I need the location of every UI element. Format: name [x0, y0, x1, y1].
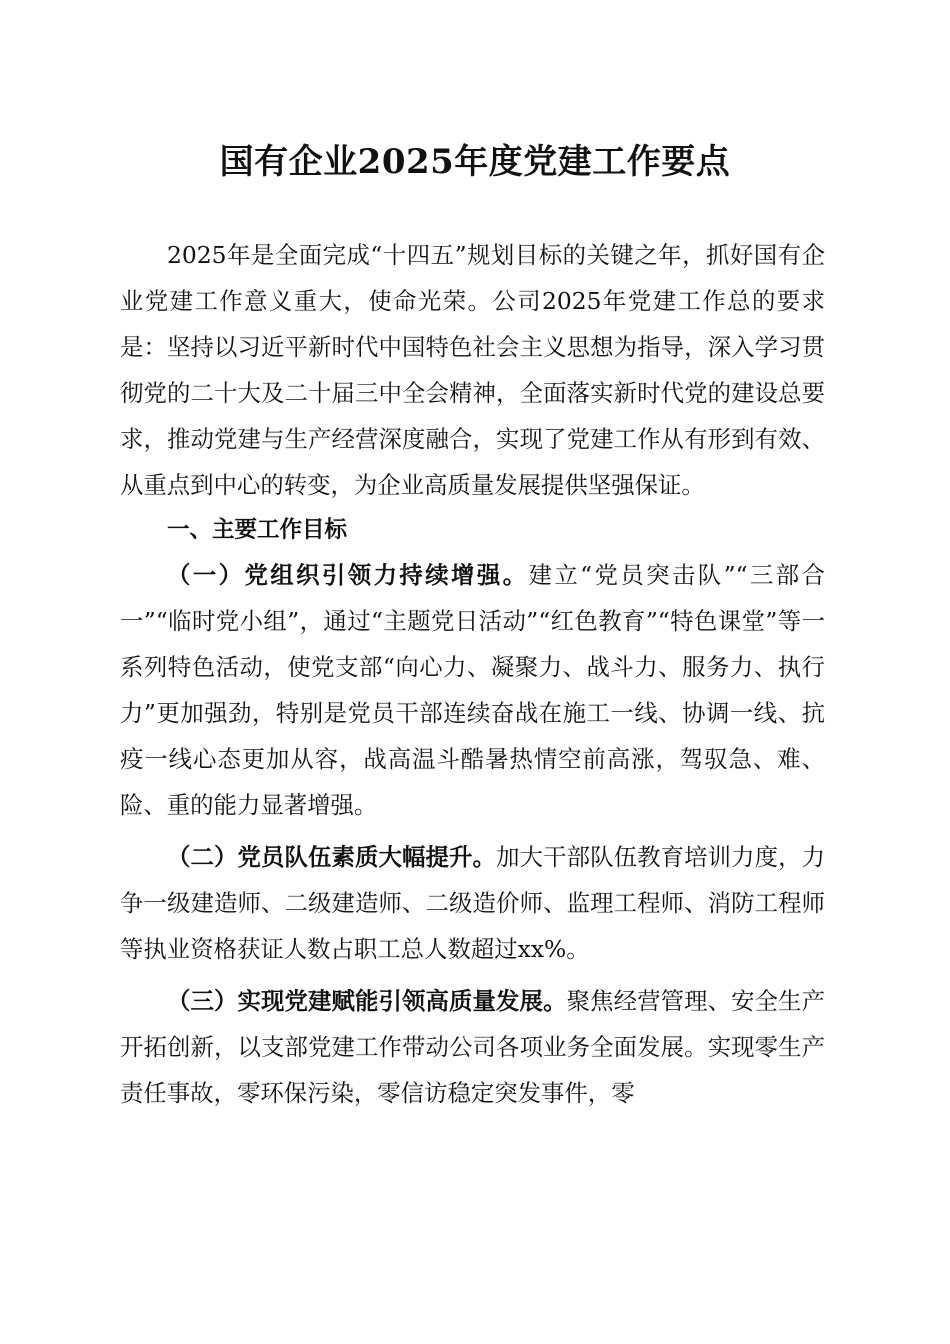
section-heading-main-goals: 一、主要工作目标 [167, 517, 348, 543]
goal-item-1-text: 建立“党员突击队”“三部合一”“临时党小组”，通过“主题党日活动”“红色教育”“特色课堂”等一系列特色活动，使党支部“向心力、凝聚力、战斗力、服务力、执行力”更加强劲，特别是党员干部连续奋战在施工一线、协调一线、抗疫一线心态更加从容，战高温斗酷暑热情空前高涨，驾驭急、难、险、重的能力显著增强。 [120, 561, 826, 819]
goal-item-2 [120, 834, 825, 972]
goal-item-1 [120, 552, 825, 828]
intro-paragraph: 2025年是全面完成“十四五”规划目标的关键之年，抓好国有企业党建工作意义重大，使命光荣。公司2025年党建工作总的要求是：坚持以习近平新时代中国特色社会主义思想为指导，深入学习贯彻党的二十大及二十届三中全会精神，全面落实新时代党的建设总要求，推动党建与生产经营深度融合，实现了党建工作从有形到有效、从重点到中心的转变，为企业高质量发展提供坚强保证。 [120, 241, 825, 499]
goal-item-3-text: 聚焦经营管理、安全生产开拓创新，以支部党建工作带动公司各项业务全面发展。实现零生产责任事故，零环保污染，零信访稳定突发事件，零 [120, 987, 826, 1107]
goal-item-3 [120, 978, 825, 1116]
document-body [120, 232, 825, 1116]
goal-item-2-lead: （二）党员队伍素质大幅提升。 [167, 843, 497, 871]
document-title: 国有企业2025年度党建工作要点 [219, 142, 731, 182]
goal-item-1-lead: （一）党组织引领力持续增强。 [167, 561, 529, 589]
goal-item-3-lead: （三）实现党建赋能引领高质量发展。 [167, 987, 567, 1015]
goal-item-2-text: 加大干部队伍教育培训力度，力争一级建造师、二级建造师、二级造价师、监理工程师、消防工程师等执业资格获证人数占职工总人数超过xx%。 [120, 843, 826, 963]
